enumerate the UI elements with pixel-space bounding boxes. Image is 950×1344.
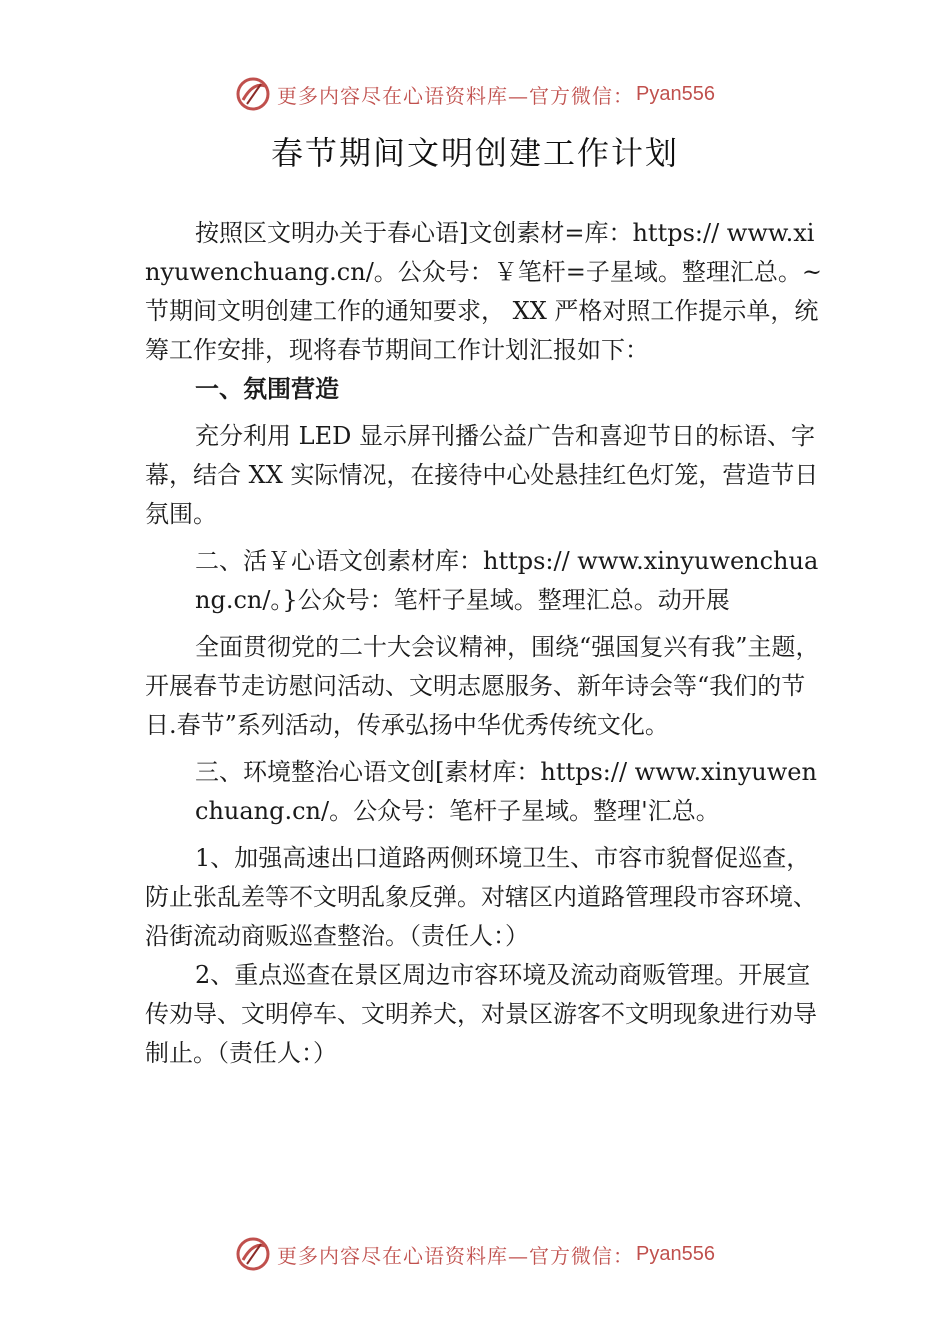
watermark-wechat-id: Pyan556	[636, 82, 715, 105]
intro-paragraph: 按照区文明办关于春心语]文创素材=库：https:// www.xinyuwenchuang.cn/。公众号：￥笔杆=子星域。整理汇总。~节期间文明创建工作的通知要求， XX 严格对照工作提示单，统筹工作安排，现将春节期间工作计划汇报如下：	[145, 219, 822, 364]
section-heading-1: 一、氛围营造	[195, 375, 339, 403]
watermark-text: 更多内容尽在心语资料库—官方微信：	[277, 83, 635, 108]
section-heading-2: 二、活￥心语文创素材库：https:// www.xinyuwenchuang.cn/。}公众号：笔杆子星域。整理汇总。动开展	[195, 547, 819, 614]
section-3-item-1: 1、加强高速出口道路两侧环境卫生、市容市貌督促巡查，防止张乱差等不文明乱象反弹。对辖区内道路管理段市容环境、沿街流动商贩巡查整治。（责任人：）	[145, 844, 817, 950]
section-1-paragraph: 充分利用 LED 显示屏刊播公益广告和喜迎节日的标语、字幕，结合 XX 实际情况，在接待中心处悬挂红色灯笼，营造节日氛围。	[145, 422, 819, 528]
page-title: 春节期间文明创建工作计划	[270, 134, 679, 172]
section-2-paragraph: 全面贯彻党的二十大会议精神，围绕“强国复兴有我”主题，开展春节走访慰问活动、文明志愿服务、新年诗会等“我们的节日.春节”系列活动，传承弘扬中华优秀传统文化。	[145, 633, 820, 739]
logo-icon	[235, 1236, 271, 1272]
watermark-text: 更多内容尽在心语资料库—官方微信：	[277, 1243, 635, 1268]
footer-watermark	[0, 1232, 950, 1276]
logo-icon	[235, 76, 271, 112]
watermark-wechat-id: Pyan556	[636, 1242, 715, 1265]
header-watermark	[0, 72, 950, 116]
section-3-item-2: 2、重点巡查在景区周边市容环境及流动商贩管理。开展宣传劝导、文明停车、文明养犬，对景区游客不文明现象进行劝导制止。（责任人：）	[145, 961, 817, 1067]
document-body	[145, 214, 825, 1073]
section-heading-3: 三、环境整治心语文创[素材库：https:// www.xinyuwenchuang.cn/。公众号：笔杆子星域。整理'汇总。	[195, 758, 817, 825]
